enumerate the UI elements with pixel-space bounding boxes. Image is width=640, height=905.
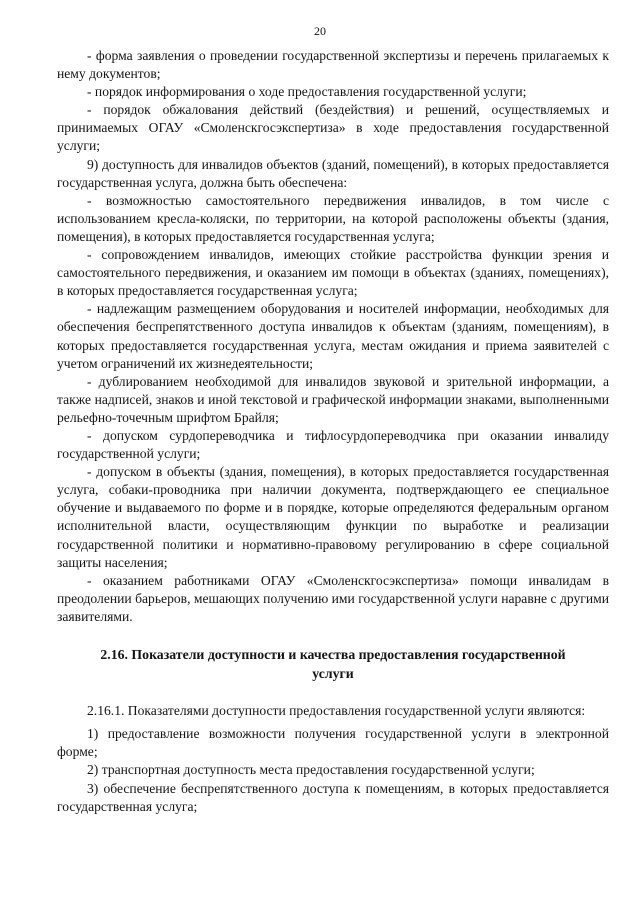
page-number: 20 [314,24,326,38]
paragraph-staff-assistance: - оказанием работниками ОГАУ «Смоленскгосэкспертиза» помощи инвалидам в преодолении барьеров, мешающих получению ими государственной услуги наравне с другими заявителями. [57,572,609,624]
paragraph-equipment-placement: - надлежащим размещением оборудования и носителей информации, необходимых для обеспечения беспрепятственного доступа инвалидов к объектам (зданиям, помещениям), в которых предоставляется государственная услуга, местам ожидания и приема заявителей с учетом ограничений их жизнедеятельности; [57,301,609,371]
paragraph-appeal-procedure: - порядок обжалования действий (бездействия) и решений, осуществляемых и принимаемых ОГАУ «Смоленскгосэкспертиза» в ходе предоставления государственной услуги; [57,102,609,154]
paragraph-guide-dog: - допуском в объекты (здания, помещения), в которых предоставляется государственная услуга, собаки-проводника при наличии документа, подтверждающего ее специальное обучение и выдаваемого по форме и в порядке, которые определяются федеральным органом исполнительной власти, осуществляющим функции по выработке и реализации государственной политики и нормативно-правовому регулированию в сфере социальной защиты населения; [57,464,609,570]
paragraph-braille-duplication: - дублированием необходимой для инвалидов звуковой и зрительной информации, а также надписей, знаков и иной текстовой и графической информации знаками, выполненными рельефно-точечным шрифтом Брайля; [57,373,609,425]
list-item: 1) предоставление возможности получения государственной услуги в электронной форме; [57,726,609,760]
paragraph-information-procedure: - порядок информирования о ходе предоставления государственной услуги; [87,84,527,100]
document-body [57,47,609,816]
subsection-intro: 2.16.1. Показателями доступности предоставления государственной услуги являются: [87,703,586,719]
paragraph-sign-interpreter: - допуском сурдопереводчика и тифлосурдопереводчика при оказании инвалиду государственной услуги; [57,427,609,462]
paragraph-independent-movement: - возможностью самостоятельного передвижения инвалидов, в том числе с использованием кресла-коляски, по территории, на которой расположены объекты (здания, помещения), в которых предоставляется государственная услуга; [57,192,609,244]
subsection-block [57,702,609,816]
paragraph-accessibility-intro: 9) доступность для инвалидов объектов (зданий, помещений), в которых предоставляется государственная услуга, должна быть обеспечена: [57,156,609,190]
paragraph-escort: - сопровождением инвалидов, имеющих стойкие расстройства функции зрения и самостоятельного передвижения, и оказанием им помощи в объектах (зданиях, помещениях), в которых предоставляется государственная услуга; [57,247,609,299]
list-item: 3) обеспечение беспрепятственного доступа к помещениям, в которых предоставляется государственная услуга; [57,780,609,814]
paragraph-application-form: - форма заявления о проведении государственной экспертизы и перечень прилагаемых к нему документов; [57,48,609,82]
list-item: 2) транспортная доступность места предоставления государственной услуги; [87,762,535,778]
section-heading: 2.16. Показатели доступности и качества предоставления государственной услуги [100,647,566,681]
